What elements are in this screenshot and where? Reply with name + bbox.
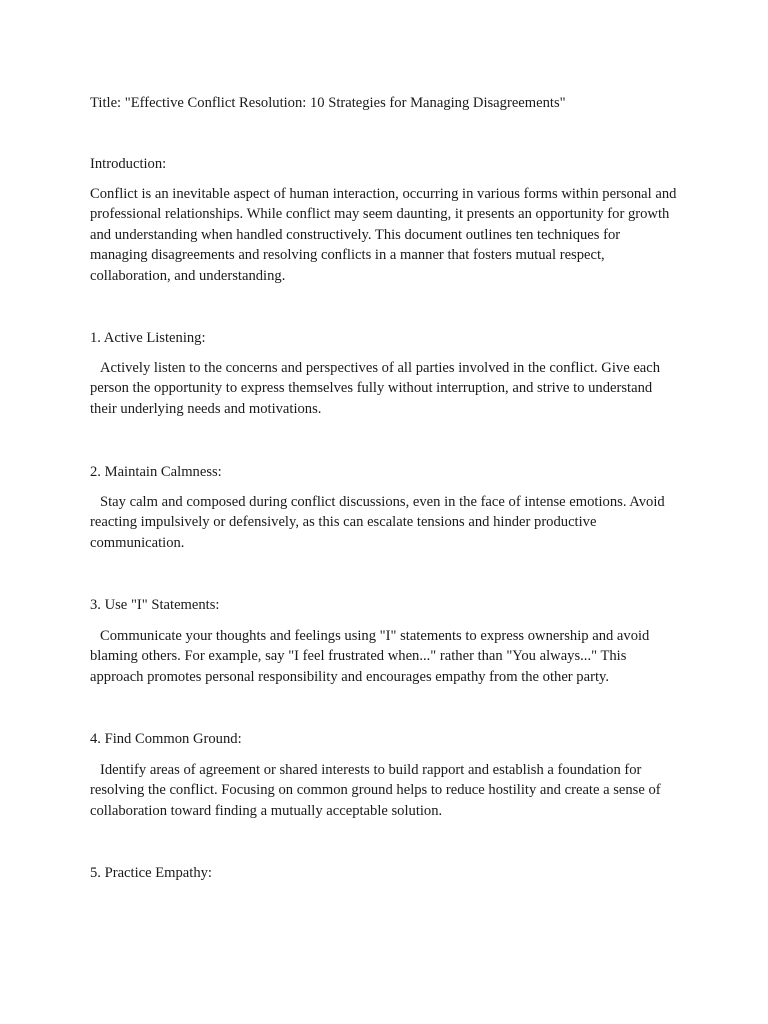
section-body-active-listening: Actively listen to the concerns and perspectives of all parties involved in the conflict. Give each person the opportunity to express themselves fully without interruption, and strive to understand their underlying needs and motivations.: [90, 360, 661, 417]
document-title: Title: "Effective Conflict Resolution: 10 Strategies for Managing Disagreements": [90, 95, 566, 111]
section-heading-practice-empathy: 5. Practice Empathy:: [90, 865, 212, 881]
section-heading-i-statements: 3. Use "I" Statements:: [90, 597, 220, 613]
introduction-body: Conflict is an inevitable aspect of human interaction, occurring in various forms within personal and professional relationships. While conflict may seem daunting, it presents an opportunity for growth and understanding when handled constructively. This document outlines ten techniques for managing disagreements and resolving conflicts in a manner that fosters mutual respect, collaboration, and understanding.: [90, 186, 677, 284]
introduction-heading: Introduction:: [90, 156, 167, 172]
section-heading-active-listening: 1. Active Listening:: [90, 330, 206, 346]
section-body-i-statements: Communicate your thoughts and feelings using "I" statements to express ownership and avoid blaming others. For example, say "I feel frustrated when..." rather than "You always..." This approach promotes personal responsibility and encourages empathy from the other party.: [90, 628, 650, 685]
section-body-maintain-calmness: Stay calm and composed during conflict discussions, even in the face of intense emotions. Avoid reacting impulsively or defensively, as this can escalate tensions and hinder productive communication.: [90, 494, 665, 551]
section-body-common-ground: Identify areas of agreement or shared interests to build rapport and establish a foundation for resolving the conflict. Focusing on common ground helps to reduce hostility and create a sense of collaboration toward finding a mutually acceptable solution.: [90, 762, 661, 819]
section-heading-common-ground: 4. Find Common Ground:: [90, 731, 242, 747]
section-heading-maintain-calmness: 2. Maintain Calmness:: [90, 464, 222, 480]
